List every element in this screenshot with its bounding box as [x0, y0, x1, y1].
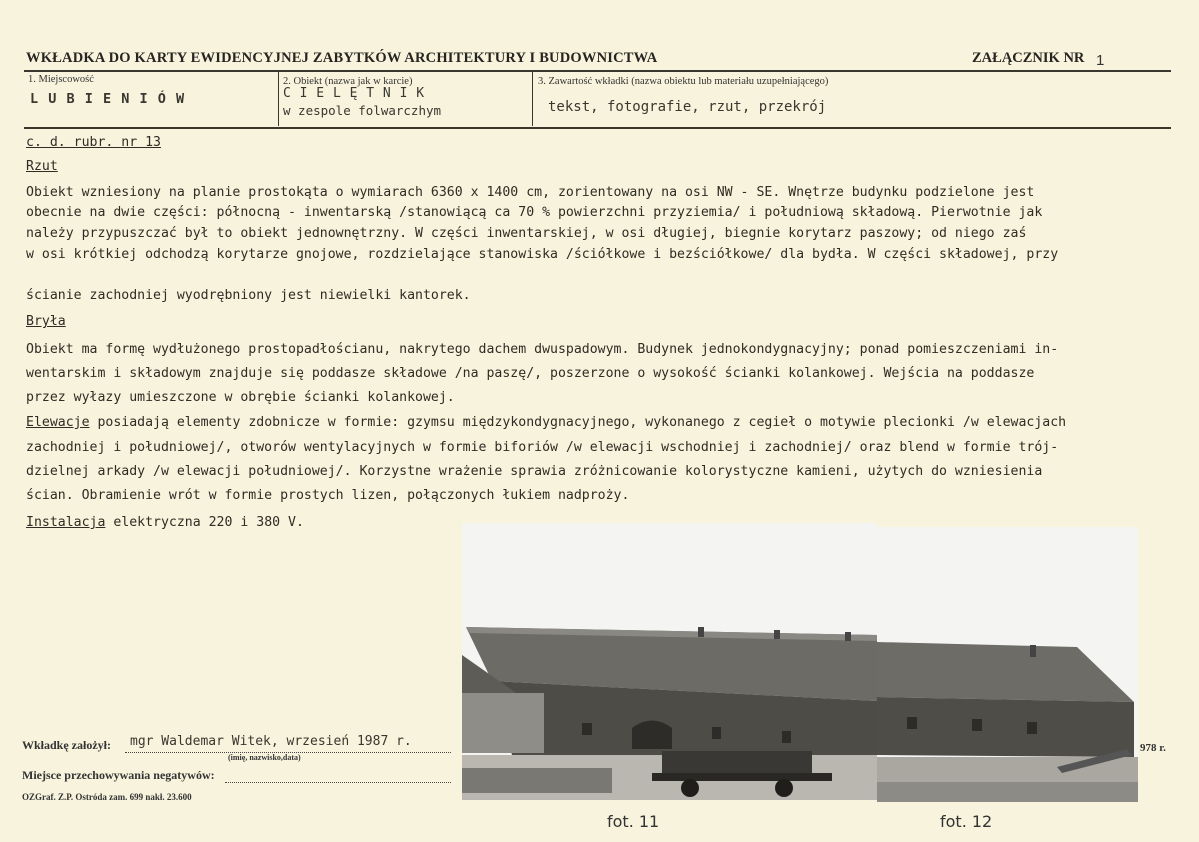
rzut-line: obecnie na dwie części: północną - inwentarską /stanowiącą ca 70 % powierzchni przyziemia/ i południową składową. Pierwotnie jak	[26, 205, 1043, 220]
bryla-line: przez wyłazy umieszczone w obrębie ścianki kolankowej.	[26, 390, 455, 405]
rzut-line: w osi krótkiej odchodzą korytarze gnojowe, rozdzielające stanowiska /ściółkowe i bezściółkowe/ dla bydła. W części składowej, przy	[26, 247, 1059, 262]
elewacje-paragraph-start	[26, 413, 1196, 434]
attachment-label: ZAŁĄCZNIK NR	[972, 50, 1085, 66]
storage-label: Miejsce przechowywania negatywów:	[22, 768, 215, 782]
elewacje-line: dzielnej arkady /w elewacji południowej/. Korzystne wrażenie sprawia zróżnicowanie kolorystyczne kamieni, użytych do wzniesienia	[26, 464, 1043, 479]
header-rule	[24, 70, 1171, 72]
instalacja-text: elektryczna 220 i 380 V.	[105, 515, 304, 530]
bryla-line: wentarskim i składowym znajduje się poddasze składowe /na paszę/, poszerzone o wysokość ścianki kolankowej. Wejścia na poddasze	[26, 366, 1035, 381]
object-value-line1: C I E L Ę T N I K	[283, 86, 425, 101]
rzut-line: Obiekt wzniesiony na planie prostokąta o wymiarach 6360 x 1400 cm, zorientowany na osi NW - SE. Wnętrze budynku podzielone jest	[26, 185, 1035, 200]
form-title: WKŁADKA DO KARTY EWIDENCYJNEJ ZABYTKÓW ARCHITEKTURY I BUDOWNICTWA	[26, 50, 658, 66]
elewacje-heading: Elewacje	[26, 415, 90, 430]
rzut-line: ścianie zachodniej wyodrębniony jest niewielki kantorek.	[26, 288, 471, 303]
elewacje-line: posiadają elementy zdobnicze w formie: gzymsu międzykondygnacyjnego, wykonanego z cegieł o motywie plecionki /w elewacjach	[89, 415, 1067, 430]
locality-label: 1. Miejscowość	[28, 74, 94, 85]
bryla-heading: Bryła	[26, 314, 66, 329]
content-value: tekst, fotografie, rzut, przekrój	[548, 99, 827, 115]
bryla-line: Obiekt ma formę wydłużonego prostopadłościanu, nakrytego dachem dwuspadowym. Budynek jednokondygnacyjny; ponad pomieszczeniami in-	[26, 342, 1059, 357]
year-tail: 978 r.	[1140, 742, 1166, 754]
field-divider-2	[532, 72, 533, 126]
print-info: OZGraf. Z.P. Ostróda zam. 699 nakł. 23.600	[22, 792, 192, 802]
object-value-line2: w zespole folwarczhym	[283, 103, 442, 118]
attachment-number: 1	[1096, 52, 1105, 69]
instalacja-heading: Instalacja	[26, 515, 106, 530]
photo-caption-11: fot. 11	[607, 812, 660, 831]
section-reference: c. d. rubr. nr 13	[26, 135, 161, 150]
author-label: Wkładkę założył:	[22, 738, 111, 752]
field-divider-1	[278, 72, 279, 126]
photo-fot-11	[462, 523, 877, 800]
locality-value: L U B I E N I Ó W	[30, 91, 186, 107]
author-value: mgr Waldemar Witek, wrzesień 1987 r.	[130, 734, 412, 749]
photo-fot-12	[877, 527, 1138, 802]
object-label: 2. Obiekt (nazwa jak w karcie)	[283, 76, 413, 87]
author-hint: (imię, nazwisko,data)	[228, 753, 301, 762]
content-label: 3. Zawartość wkładki (nazwa obiektu lub materiału uzupełniającego)	[538, 76, 829, 87]
photo-caption-12: fot. 12	[940, 812, 993, 831]
elewacje-line: ścian. Obramienie wrót w formie prostych lizen, połączonych łukiem nadproży.	[26, 488, 630, 503]
fields-rule	[24, 127, 1171, 129]
storage-dotline	[225, 781, 451, 783]
rzut-heading: Rzut	[26, 159, 58, 174]
elewacje-line: zachodniej i południowej/, otworów wentylacyjnych w formie biforiów /w elewacji wschodniej i zachodniej/ oraz blend w formie trój-	[26, 440, 1059, 455]
rzut-line: należy przypuszczać był to obiekt jednownętrzny. W części inwentarskiej, w osi długiej, biegnie korytarz paszowy; od niego zaś	[26, 226, 1027, 241]
